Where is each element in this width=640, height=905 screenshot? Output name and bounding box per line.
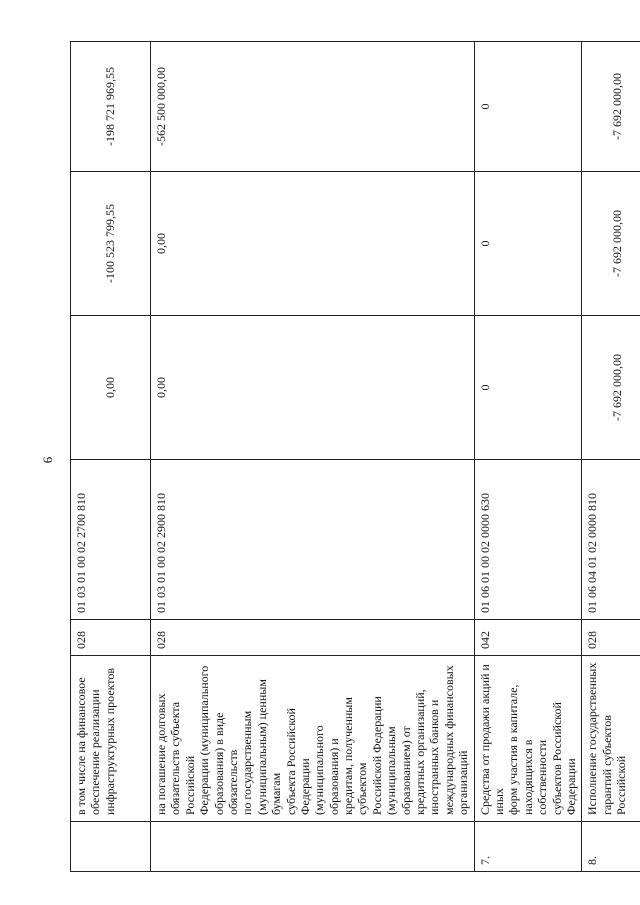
rotated-table-wrapper (70, 42, 629, 872)
amount-cell: -7 692 000,00 (582, 172, 640, 316)
budget-code: 01 06 04 01 02 0000 810 (582, 460, 640, 620)
amount-cell: -100 523 799,55 (71, 172, 151, 316)
row-label: на погашение долговых обязательств субъекта Российской Федерации (муниципального образования) в виде обязательств по государственным (муниципальным) ценным бумагам субъекта Российской Федерации (муниципального образования) и кредитам, полученным субъектом Российской Федерации (муниципальным образованием) от кредитных организаций, иностранных банков и международных финансовых организаций (151, 656, 475, 822)
amount-cell: 0,00 (151, 172, 475, 316)
amount-cell: 0 (474, 316, 582, 460)
admin-code: 028 (71, 620, 151, 656)
amount-cell: 0,00 (151, 316, 475, 460)
row-number (151, 822, 475, 872)
table-row (151, 42, 475, 872)
admin-code: 042 (474, 620, 582, 656)
row-number: 8. (582, 822, 640, 872)
amount-cell: -7 692 000,00 (582, 316, 640, 460)
row-label: Средства от продажи акций и иных форм участия в капитале, находящихся в собственности субъектов Российской Федерации (474, 656, 582, 822)
amount-cell: 0,00 (71, 316, 151, 460)
budget-sources-table (70, 41, 640, 872)
amount-cell: -562 500 000,00 (151, 42, 475, 172)
budget-code: 01 03 01 00 02 2700 810 (71, 460, 151, 620)
page-number: 9 (40, 456, 56, 464)
row-label: в том числе на финансовое обеспечение реализации инфраструктурных проектов (71, 656, 151, 822)
table-row (582, 42, 640, 872)
admin-code: 028 (582, 620, 640, 656)
budget-code: 01 06 01 00 02 0000 630 (474, 460, 582, 620)
table-row (71, 42, 151, 872)
admin-code: 028 (151, 620, 475, 656)
table-row (474, 42, 582, 872)
row-label: Исполнение государственных гарантий субъектов Российской (582, 656, 640, 822)
amount-cell: -7 692 000,00 (582, 42, 640, 172)
row-number (71, 822, 151, 872)
amount-cell: -198 721 969,55 (71, 42, 151, 172)
amount-cell: 0 (474, 42, 582, 172)
row-number: 7. (474, 822, 582, 872)
budget-code: 01 03 01 00 02 2900 810 (151, 460, 475, 620)
amount-cell: 0 (474, 172, 582, 316)
